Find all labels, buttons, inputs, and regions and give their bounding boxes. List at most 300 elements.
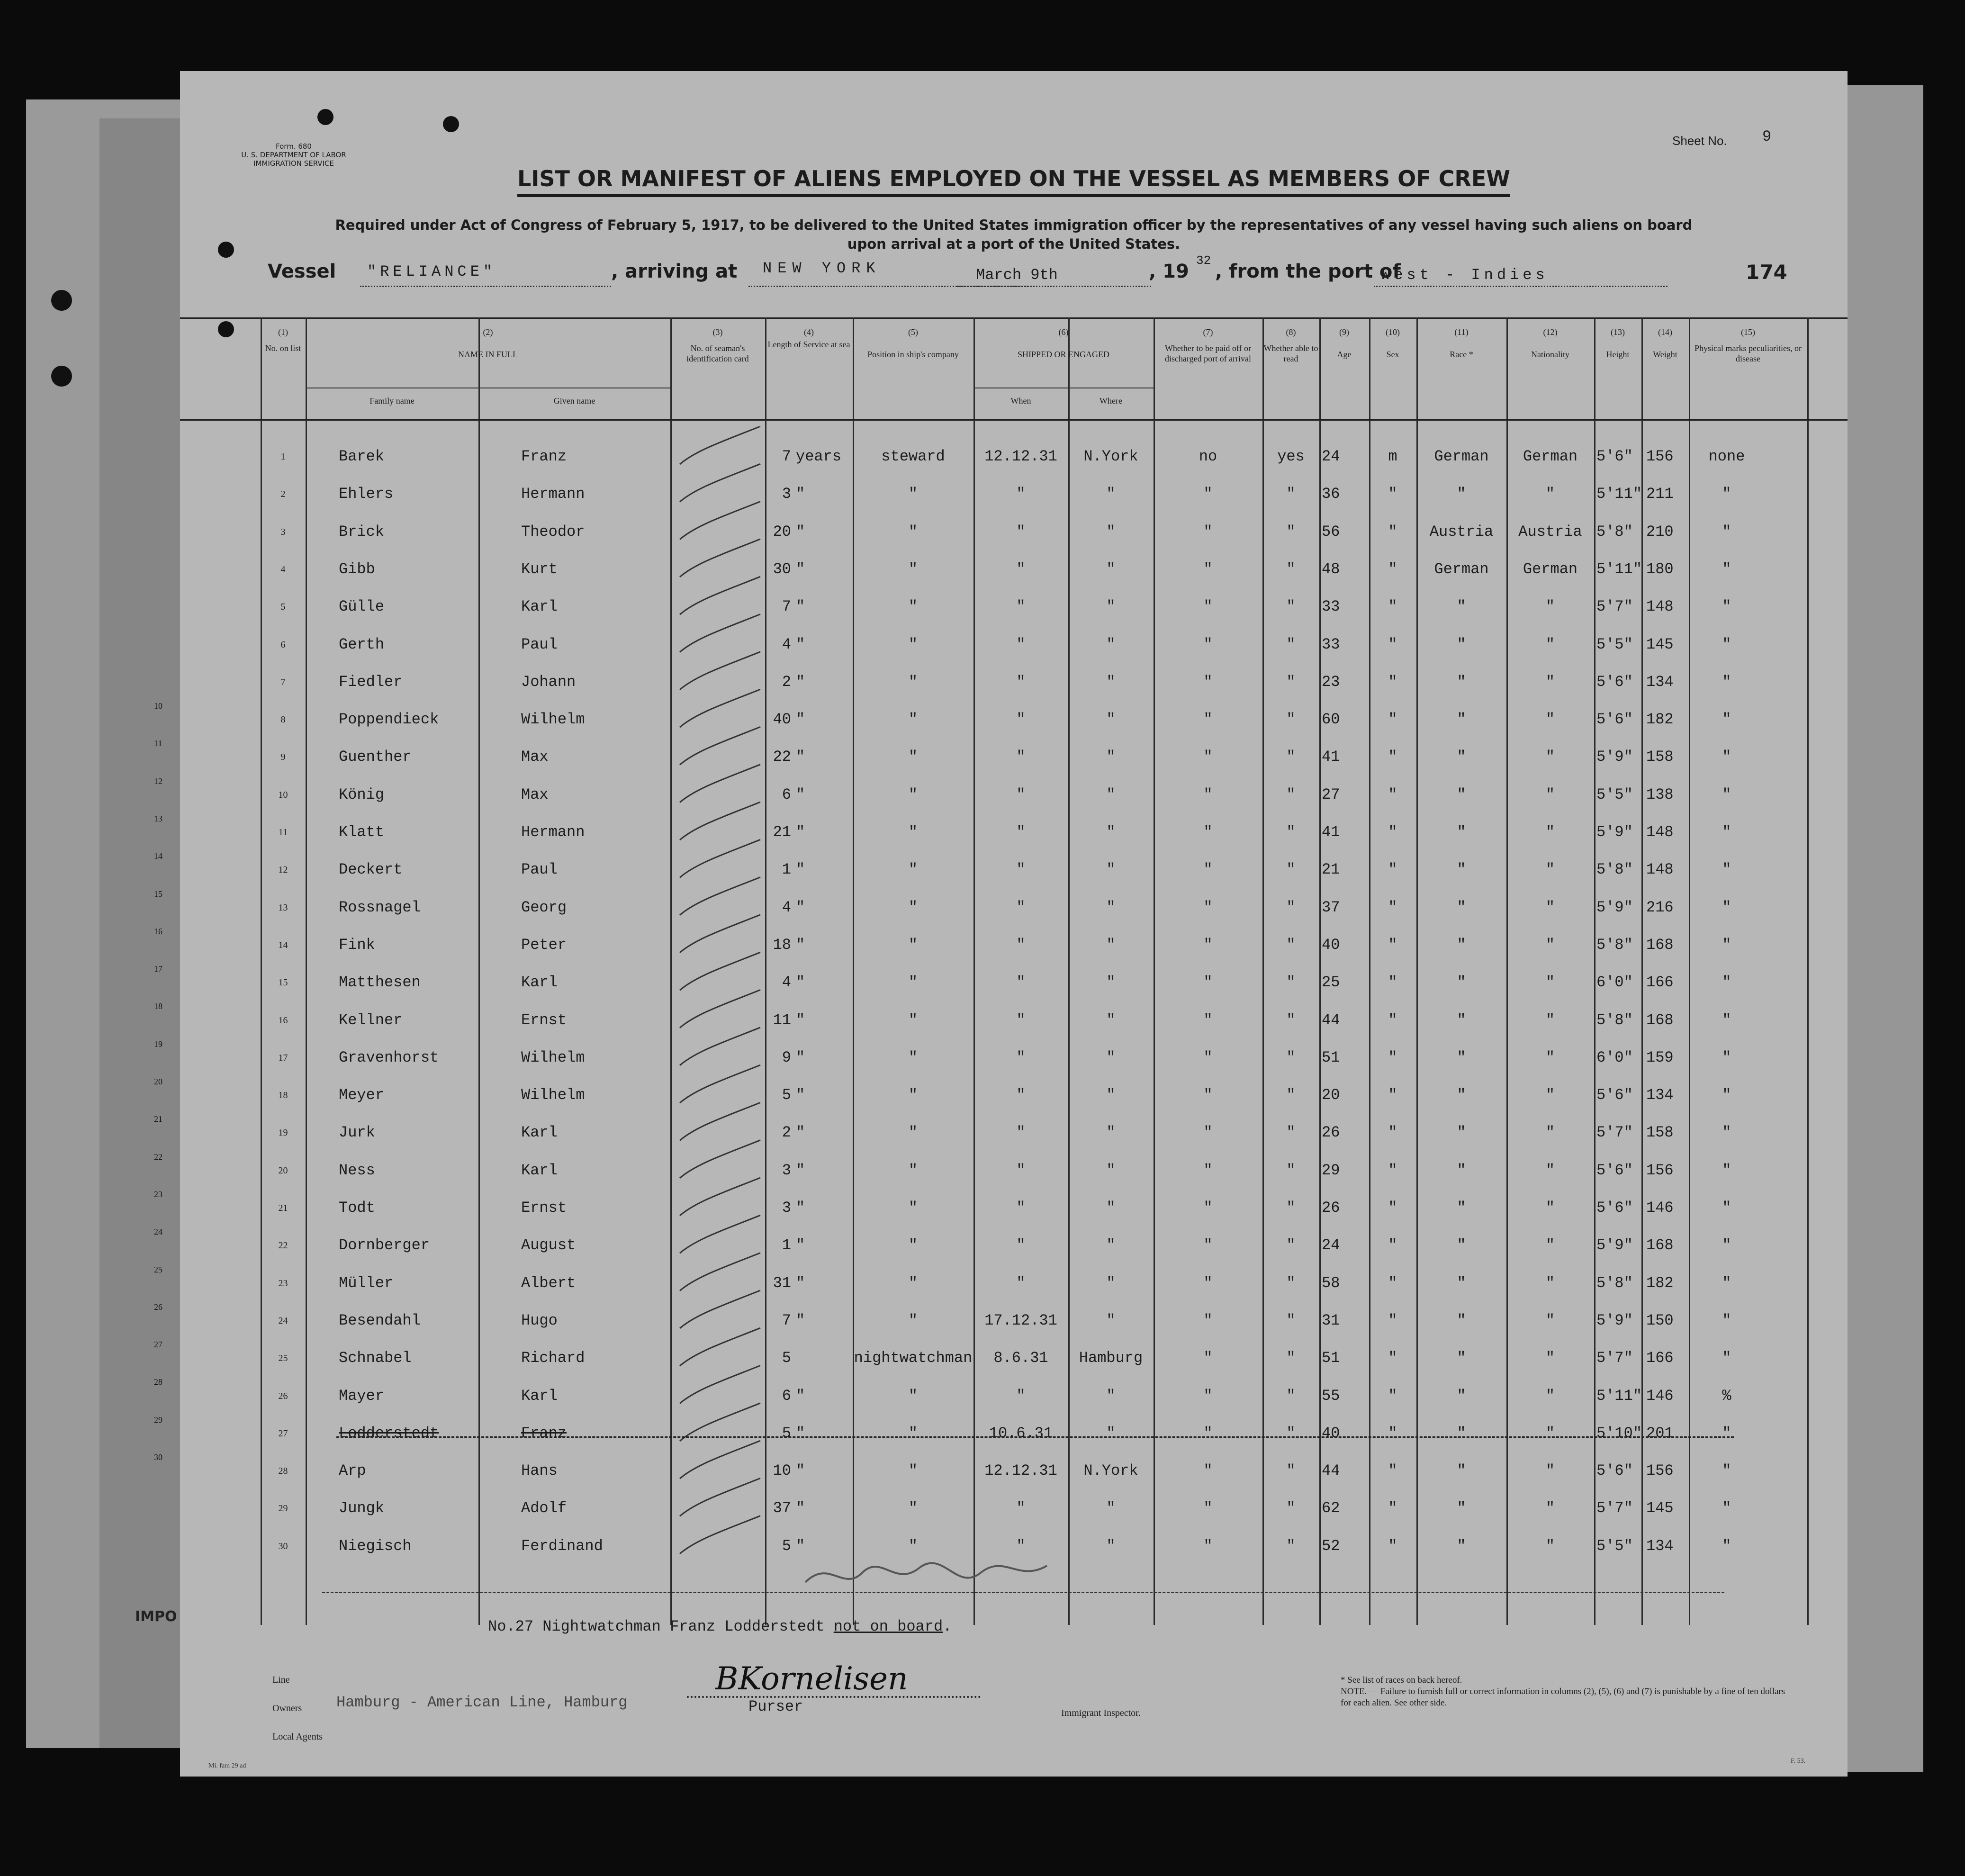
cell-service-unit: " [796, 1086, 805, 1104]
cell-read: " [1286, 523, 1296, 541]
cell-height: 5'7" [1596, 598, 1633, 615]
cell-height: 5'6" [1596, 1462, 1633, 1479]
cell-no: 16 [278, 1015, 288, 1026]
cell-weight: 180 [1646, 560, 1674, 578]
cell-paid: " [1203, 1274, 1213, 1292]
cell-read: " [1286, 974, 1296, 991]
cell-position: " [908, 1462, 918, 1479]
cell-read: " [1286, 786, 1296, 803]
cell-service: 5 [782, 1086, 791, 1104]
department-name: U. S. DEPARTMENT OF LABOR [241, 151, 346, 159]
cell-sex: " [1388, 1312, 1397, 1329]
cell-service-unit: " [796, 823, 805, 841]
cell-when: 12.12.31 [984, 448, 1057, 465]
cell-sex: " [1388, 1387, 1397, 1405]
table-row [180, 861, 1848, 899]
col-header-age: (9) Age [1337, 327, 1352, 359]
cell-when: " [1016, 748, 1026, 766]
cell-service: 30 [773, 560, 791, 578]
side-sheet-number: 17 [154, 964, 162, 974]
cell-given: Karl [521, 598, 558, 615]
col-header-where: Where [1100, 396, 1122, 406]
cell-where: " [1106, 673, 1116, 691]
table-row [180, 1236, 1848, 1274]
cell-paid: " [1203, 974, 1213, 991]
cell-race: " [1457, 1011, 1466, 1029]
cell-age: 40 [1322, 1425, 1340, 1442]
cell-race: " [1457, 711, 1466, 728]
cell-service-unit: " [796, 1274, 805, 1292]
manifest-table [180, 317, 1848, 319]
cell-height: 5'9" [1596, 823, 1633, 841]
cell-height: 5'8" [1596, 1011, 1633, 1029]
col-header-read: (8) Whether able to read [1263, 327, 1318, 363]
cell-age: 60 [1322, 711, 1340, 728]
id-card-check-mark [680, 689, 760, 727]
cell-position: " [908, 823, 918, 841]
cell-given: Hugo [521, 1312, 558, 1329]
cell-position: " [908, 1086, 918, 1104]
cell-race: " [1457, 1349, 1466, 1367]
table-row [180, 1462, 1848, 1500]
cell-given: Franz [521, 448, 567, 465]
cell-race: " [1457, 974, 1466, 991]
cell-service-unit: " [796, 748, 805, 766]
cell-race: " [1457, 899, 1466, 916]
cell-age: 29 [1322, 1162, 1340, 1179]
cell-given: Karl [521, 1387, 558, 1405]
cell-sex: " [1388, 1086, 1397, 1104]
cell-age: 25 [1322, 974, 1340, 991]
cell-sex: " [1388, 523, 1397, 541]
cell-no: 15 [278, 977, 288, 988]
cell-height: 5'6" [1596, 1086, 1633, 1104]
cell-paid: " [1203, 1049, 1213, 1066]
cell-height: 5'11" [1596, 485, 1642, 503]
year-value: 32 [1196, 253, 1211, 268]
col-header-shipped: (6) SHIPPED OR ENGAGED [1017, 327, 1109, 359]
cell-race: German [1434, 448, 1489, 465]
cell-marks: " [1722, 1086, 1731, 1104]
cell-family: Kellner [339, 1011, 403, 1029]
service-name: IMMIGRATION SERVICE [253, 159, 334, 168]
cell-family: Gibb [339, 560, 375, 578]
col-header-given-name: Given name [553, 396, 595, 406]
cell-service-unit: " [796, 523, 805, 541]
id-card-check-mark [680, 1140, 760, 1178]
cell-weight: 211 [1646, 485, 1674, 503]
cell-race: German [1434, 560, 1489, 578]
id-card-check-mark [680, 990, 760, 1028]
cell-marks: none [1708, 448, 1745, 465]
cell-given: Richard [521, 1349, 585, 1367]
cell-service: 4 [782, 899, 791, 916]
side-sheet-number: 26 [154, 1302, 162, 1312]
cell-marks: " [1722, 1124, 1731, 1141]
cell-height: 5'11" [1596, 1387, 1642, 1405]
cell-sex: m [1388, 448, 1397, 465]
cell-paid: " [1203, 1387, 1213, 1405]
cell-read: " [1286, 711, 1296, 728]
id-card-check-mark [680, 802, 760, 840]
cell-height: 5'8" [1596, 523, 1633, 541]
cell-no: 17 [278, 1053, 288, 1063]
cell-height: 5'10" [1596, 1425, 1642, 1442]
side-sheet-number: 16 [154, 927, 162, 936]
cell-height: 5'6" [1596, 448, 1633, 465]
cell-position: " [908, 1274, 918, 1292]
cell-family: Poppendieck [339, 711, 439, 728]
col-header-weight: (14) Weight [1653, 327, 1677, 359]
cell-family: Meyer [339, 1086, 385, 1104]
cell-marks: " [1722, 598, 1731, 615]
form-number: Form. 680 [276, 142, 312, 151]
cell-nationality: " [1545, 1537, 1555, 1555]
side-sheet-number: 10 [154, 701, 162, 711]
id-card-check-mark [680, 1290, 760, 1328]
cell-service-unit: " [796, 899, 805, 916]
cell-service: 6 [782, 786, 791, 803]
side-sheet-number: 18 [154, 1001, 162, 1011]
punch-hole [443, 116, 459, 132]
cell-marks: " [1722, 711, 1731, 728]
cell-nationality: " [1545, 1086, 1555, 1104]
cell-age: 23 [1322, 673, 1340, 691]
cell-sex: " [1388, 1011, 1397, 1029]
table-row [180, 1274, 1848, 1312]
cell-given: Peter [521, 936, 567, 954]
date-underline [957, 285, 1151, 287]
cell-given: Kurt [521, 560, 558, 578]
table-row [180, 673, 1848, 711]
manifest-number: 174 [1746, 261, 1787, 284]
cell-position: " [908, 1199, 918, 1217]
cell-nationality: " [1545, 673, 1555, 691]
cell-weight: 158 [1646, 1124, 1674, 1141]
immigrant-inspector-label: Immigrant Inspector. [1061, 1708, 1141, 1718]
side-sheet-impo-label: IMPO [135, 1608, 177, 1625]
cell-when: " [1016, 1086, 1026, 1104]
subtitle [180, 216, 1848, 253]
cell-age: 40 [1322, 936, 1340, 954]
cell-paid: " [1203, 598, 1213, 615]
id-card-check-mark [680, 1253, 760, 1291]
from-port-underline [1374, 285, 1668, 287]
cell-position: " [908, 485, 918, 503]
cell-no: 12 [278, 865, 288, 875]
col-header-paid-off: (7) Whether to be paid off or discharged port of arrival [1164, 327, 1252, 363]
cell-weight: 156 [1646, 448, 1674, 465]
cell-sex: " [1388, 1349, 1397, 1367]
cell-no: 30 [278, 1541, 288, 1551]
cell-nationality: " [1545, 1049, 1555, 1066]
table-row [180, 523, 1848, 561]
cell-sex: " [1388, 1537, 1397, 1555]
footnote [1341, 1675, 1791, 1709]
cell-nationality: " [1545, 1124, 1555, 1141]
cell-marks: " [1722, 1462, 1731, 1479]
cell-sex: " [1388, 1236, 1397, 1254]
cell-sex: " [1388, 598, 1397, 615]
table-row [180, 1011, 1848, 1049]
cell-position: " [908, 1162, 918, 1179]
inspector-scrawl-glyph [801, 1554, 1066, 1596]
footnote-races: * See list of races on back hereof. [1341, 1675, 1462, 1685]
table-row [180, 598, 1848, 636]
form-header [208, 142, 379, 168]
cell-marks: " [1722, 523, 1731, 541]
cell-paid: " [1203, 1349, 1213, 1367]
cell-given: Franz [521, 1425, 567, 1442]
cell-when: " [1016, 1162, 1026, 1179]
vessel-value: "RELIANCE" [367, 263, 496, 280]
id-card-check-mark [680, 952, 760, 990]
cell-age: 62 [1322, 1499, 1340, 1517]
cell-age: 24 [1322, 1236, 1340, 1254]
cell-given: Wilhelm [521, 1049, 585, 1066]
col-header-sex: (10) Sex [1386, 327, 1400, 359]
cell-sex: " [1388, 823, 1397, 841]
cell-age: 24 [1322, 448, 1340, 465]
cell-service-unit: " [796, 711, 805, 728]
cell-sex: " [1388, 1162, 1397, 1179]
table-row [180, 1086, 1848, 1124]
cell-nationality: " [1545, 1011, 1555, 1029]
cell-family: Mayer [339, 1387, 385, 1405]
cell-paid: " [1203, 823, 1213, 841]
cell-read: " [1286, 1425, 1296, 1442]
cell-sex: " [1388, 748, 1397, 766]
cell-height: 5'6" [1596, 673, 1633, 691]
cell-service: 31 [773, 1274, 791, 1292]
cell-family: Schnabel [339, 1349, 412, 1367]
cell-where: " [1106, 861, 1116, 878]
cell-nationality: German [1523, 560, 1578, 578]
cell-service-unit: " [796, 485, 805, 503]
cell-no: 23 [278, 1278, 288, 1289]
cell-nationality: " [1545, 936, 1555, 954]
cell-sex: " [1388, 673, 1397, 691]
table-row [180, 560, 1848, 598]
cell-where: " [1106, 1425, 1116, 1442]
cell-service-unit: " [796, 598, 805, 615]
cell-where: Hamburg [1079, 1349, 1143, 1367]
cell-service: 7 [782, 1312, 791, 1329]
cell-age: 55 [1322, 1387, 1340, 1405]
cell-nationality: " [1545, 1162, 1555, 1179]
cell-when: " [1016, 1387, 1026, 1405]
cell-height: 6'0" [1596, 1049, 1633, 1066]
table-row [180, 748, 1848, 786]
cell-age: 37 [1322, 899, 1340, 916]
id-card-check-mark [680, 1403, 760, 1441]
col-header-when: When [1010, 396, 1031, 406]
punch-hole [51, 290, 72, 311]
cell-weight: 159 [1646, 1049, 1674, 1066]
cell-position: " [908, 1499, 918, 1517]
cell-weight: 134 [1646, 1086, 1674, 1104]
cell-service-unit: " [796, 560, 805, 578]
col-header-id-card: (3) No. of seaman's identification card [686, 327, 749, 363]
cell-sex: " [1388, 1199, 1397, 1217]
cell-given: Hans [521, 1462, 558, 1479]
from-port-label: , from the port of [1215, 261, 1401, 282]
manifest-sheet [180, 71, 1848, 1777]
cell-service: 4 [782, 974, 791, 991]
col-header-physical-marks: (15) Physical marks peculiarities, or disease [1695, 327, 1802, 363]
id-card-check-mark [680, 1328, 760, 1366]
side-sheet-number: 28 [154, 1377, 162, 1387]
cell-service-unit: " [796, 636, 805, 653]
form-code-right: F. 53. [1791, 1758, 1806, 1765]
cell-nationality: " [1545, 748, 1555, 766]
cell-race: " [1457, 1124, 1466, 1141]
owners-label: Owners [272, 1703, 302, 1714]
cell-where: " [1106, 1312, 1116, 1329]
cell-given: Ferdinand [521, 1537, 603, 1555]
cell-age: 27 [1322, 786, 1340, 803]
table-row [180, 1387, 1848, 1425]
cell-marks: " [1722, 485, 1731, 503]
cell-family: Niegisch [339, 1537, 412, 1555]
cell-where: " [1106, 786, 1116, 803]
cell-weight: 182 [1646, 711, 1674, 728]
side-sheet-number: 30 [154, 1452, 162, 1462]
cell-race: " [1457, 748, 1466, 766]
cell-age: 44 [1322, 1011, 1340, 1029]
cell-race: " [1457, 823, 1466, 841]
id-card-check-mark [680, 539, 760, 577]
cell-marks: " [1722, 823, 1731, 841]
cell-given: Albert [521, 1274, 576, 1292]
cell-position: " [908, 523, 918, 541]
arriving-label: , arriving at [611, 261, 738, 282]
cell-no: 8 [280, 714, 286, 725]
cell-race: " [1457, 485, 1466, 503]
id-card-check-mark [680, 1028, 760, 1065]
cell-position: " [908, 1312, 918, 1329]
cell-when: " [1016, 1011, 1026, 1029]
cell-when: " [1016, 1236, 1026, 1254]
col-header-name: (2) NAME IN FULL [458, 327, 518, 359]
cell-weight: 138 [1646, 786, 1674, 803]
cell-service-unit: years [796, 448, 842, 465]
cell-when: " [1016, 1049, 1026, 1066]
cell-paid: " [1203, 1462, 1213, 1479]
id-card-check-mark [680, 1516, 760, 1554]
cell-nationality: Austria [1518, 523, 1582, 541]
cell-marks: " [1722, 673, 1731, 691]
cell-where: N.York [1083, 1462, 1138, 1479]
cell-marks: " [1722, 748, 1731, 766]
table-row [180, 448, 1848, 486]
cell-paid: no [1199, 448, 1217, 465]
cell-family: Müller [339, 1274, 394, 1292]
cell-when: " [1016, 861, 1026, 878]
cell-sex: " [1388, 936, 1397, 954]
cell-paid: " [1203, 786, 1213, 803]
from-port-value: West - Indies [1381, 266, 1549, 284]
id-card-check-mark [680, 464, 760, 502]
cell-given: Max [521, 786, 549, 803]
cell-service: 18 [773, 936, 791, 954]
cell-read: " [1286, 1349, 1296, 1367]
footnote-penalty: NOTE. — Failure to furnish full or correct information in columns (2), (5), (6) and (7) is punishable by a fine of ten dollars for each alien. See other side. [1341, 1687, 1785, 1708]
id-card-check-mark [680, 839, 760, 877]
cell-service-unit: " [796, 1011, 805, 1029]
table-row [180, 1124, 1848, 1162]
cell-nationality: " [1545, 1462, 1555, 1479]
cell-paid: " [1203, 1425, 1213, 1442]
cell-position: " [908, 786, 918, 803]
cell-service: 7 [782, 448, 791, 465]
underlying-sheet-strip [99, 118, 189, 1748]
cell-service-unit: " [796, 786, 805, 803]
cell-service: 11 [773, 1011, 791, 1029]
cell-age: 56 [1322, 523, 1340, 541]
cell-when: " [1016, 1537, 1026, 1555]
cell-height: 5'8" [1596, 861, 1633, 878]
cell-service: 5 [782, 1537, 791, 1555]
cell-nationality: " [1545, 974, 1555, 991]
cell-age: 26 [1322, 1199, 1340, 1217]
cell-sex: " [1388, 1274, 1397, 1292]
cell-marks: " [1722, 636, 1731, 653]
cell-no: 5 [280, 602, 286, 612]
cell-family: Matthesen [339, 974, 421, 991]
cell-height: 5'9" [1596, 1312, 1633, 1329]
cell-weight: 210 [1646, 523, 1674, 541]
crew-note-period: . [943, 1618, 952, 1635]
cell-given: Johann [521, 673, 576, 691]
side-sheet-number: 13 [154, 814, 162, 823]
table-row [180, 899, 1848, 937]
cell-weight: 145 [1646, 1499, 1674, 1517]
owners-value: Hamburg - American Line, Hamburg [336, 1694, 628, 1711]
cell-read: yes [1277, 448, 1305, 465]
cell-no: 7 [280, 677, 286, 687]
sheet-number-value: 9 [1762, 128, 1772, 145]
table-row [180, 1499, 1848, 1537]
cell-position: " [908, 673, 918, 691]
cell-marks: " [1722, 1236, 1731, 1254]
cell-marks: " [1722, 1049, 1731, 1066]
cell-age: 33 [1322, 598, 1340, 615]
cell-where: " [1106, 936, 1116, 954]
cell-read: " [1286, 673, 1296, 691]
cell-service: 6 [782, 1387, 791, 1405]
cell-paid: " [1203, 711, 1213, 728]
id-card-check-mark [680, 1441, 760, 1479]
punch-hole [317, 109, 334, 125]
cell-height: 5'6" [1596, 711, 1633, 728]
cell-age: 52 [1322, 1537, 1340, 1555]
cell-family: Fiedler [339, 673, 403, 691]
form-code-left: Mi. fam 29 ad [208, 1762, 246, 1769]
cell-family: Brick [339, 523, 385, 541]
cell-read: " [1286, 598, 1296, 615]
cell-family: Besendahl [339, 1312, 421, 1329]
cell-sex: " [1388, 1425, 1397, 1442]
cell-read: " [1286, 1011, 1296, 1029]
side-sheet-number: 27 [154, 1340, 162, 1349]
cell-height: 5'7" [1596, 1499, 1633, 1517]
cell-service-unit: " [796, 861, 805, 878]
cell-read: " [1286, 1124, 1296, 1141]
cell-service: 37 [773, 1499, 791, 1517]
cell-when: 17.12.31 [984, 1312, 1057, 1329]
crew-note-underlined: not on board [833, 1618, 943, 1635]
